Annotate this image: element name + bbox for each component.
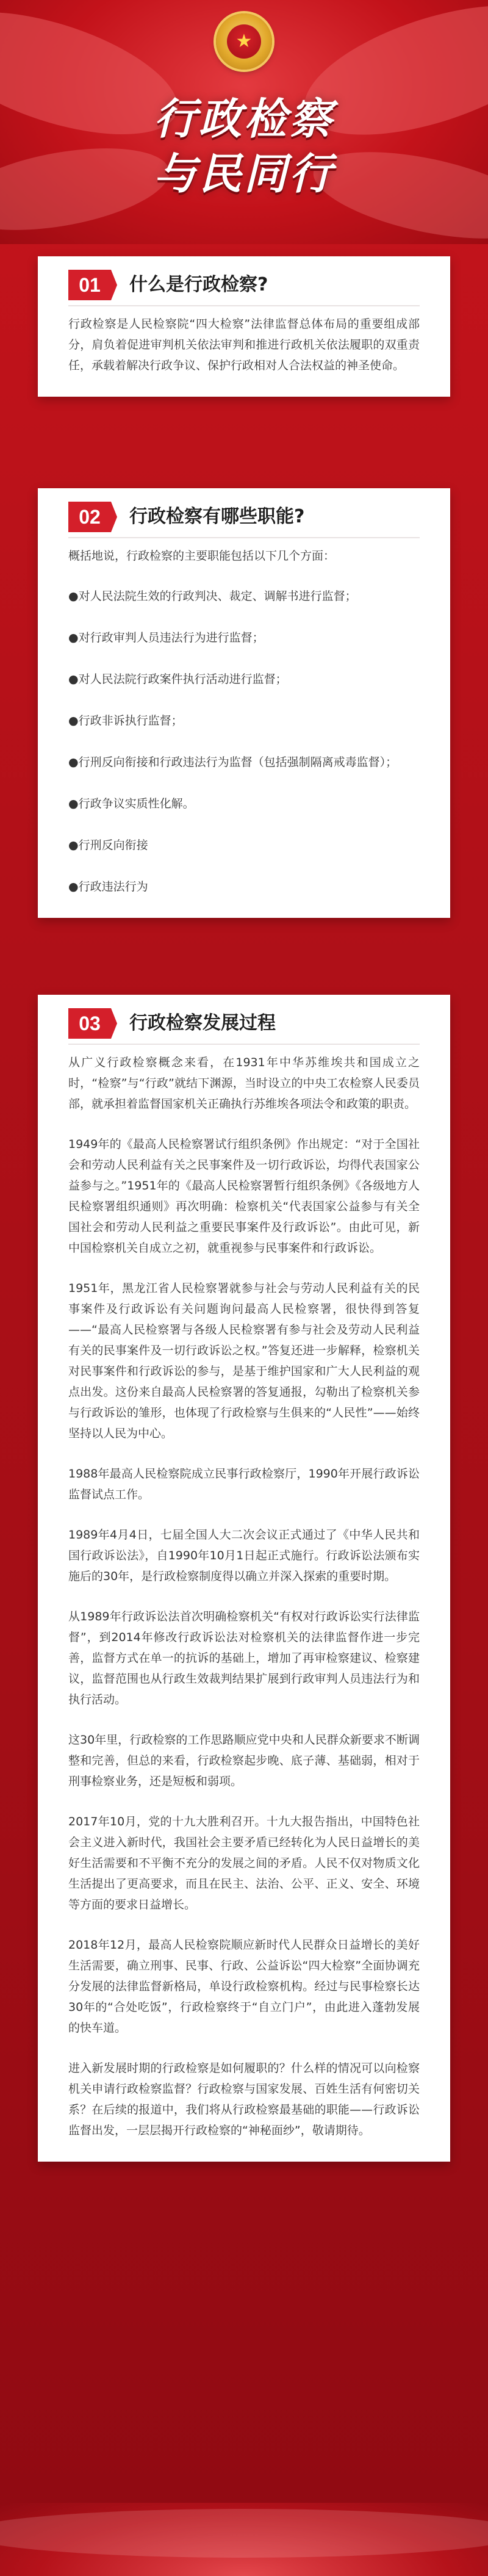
list-item: ●对人民法院行政案件执行活动进行监督；	[68, 673, 287, 686]
section-body	[38, 1046, 450, 2162]
page-title-line2: 与民同行	[154, 149, 334, 199]
section-paragraph: 1951年，黑龙江省人民检察署就参与社会与劳动人民利益有关的民事案件及行政诉讼有关问题询问最高人民检察署，很快得到答复——“最高人民检察署与各级人民检察署有参与社会及劳动人民利益有关的民事案件及一切行政诉讼之权。”答复还进一步解释，检察机关对民事案件和行政诉讼的参与，是基于维护国家和广大人民利益的观点出发。这份来自最高人民检察署的答复通报，勾勒出了检察机关参与行政诉讼的雏形，也体现了行政检察与生俱来的“人民性”——始终坚持以人民为中心。	[68, 1282, 420, 1440]
page-title-line1: 行政检察	[154, 94, 334, 144]
header-banner	[0, 0, 488, 244]
section-header	[38, 995, 450, 1046]
section-divider	[68, 537, 420, 538]
section-divider	[68, 1044, 420, 1045]
list-item: ●行刑反向衔接和行政违法行为监督（包括强制隔离戒毒监督）；	[68, 756, 398, 769]
section-title: 行政检察有哪些职能?	[129, 506, 305, 527]
section-paragraph: 1989年4月4日，七届全国人大二次会议正式通过了《中华人民共和国行政诉讼法》，自1990年10月1日起正式施行。行政诉讼法颁布实施后的30年，是行政检察制度得以确立并深入探索的重要时期。	[68, 1528, 420, 1583]
section-paragraph: 1988年最高人民检察院成立民事行政检察厅，1990年开展行政诉讼监督试点工作。	[68, 1467, 420, 1501]
section-number-badge: 02	[68, 502, 111, 532]
procuratorate-emblem-icon	[216, 13, 272, 70]
section-number-badge: 01	[68, 270, 111, 300]
section-paragraph: 这30年里，行政检察的工作思路顺应党中央和人民群众新要求不断调整和完善，但总的来看，行政检察起步晚、底子薄、基础弱，相对于刑事检察业务，还是短板和弱项。	[68, 1733, 420, 1788]
section-card-03	[38, 995, 450, 2162]
list-item: ●行政非诉执行监督；	[68, 714, 183, 727]
star-icon: ★	[227, 24, 261, 59]
section-header	[38, 488, 450, 539]
page-title	[0, 92, 488, 201]
section-number-badge: 03	[68, 1008, 111, 1039]
list-item: ●行政违法行为	[68, 880, 148, 893]
section-divider	[68, 305, 420, 306]
section-paragraph: 2018年12月，最高人民检察院顺应新时代人民群众日益增长的美好生活需要，确立刑事、民事、行政、公益诉讼“四大检察”全面协调充分发展的法律监督新格局，单设行政检察机构。经过与民事检察长达30年的“合处吃饭”，行政检察终于“自立门户”，由此进入蓬勃发展的快车道。	[68, 1938, 420, 2035]
list-item: ●行刑反向衔接	[68, 839, 148, 852]
section-card-02	[38, 488, 450, 918]
section-header	[38, 256, 450, 308]
section-paragraph: 行政检察是人民检察院“四大检察”法律监督总体布局的重要组成部分，肩负着促进审判机关依法审判和推进行政机关依法履职的双重责任，承载着解决行政争议、保护行政相对人合法权益的神圣使命。	[68, 317, 420, 372]
ribbon-decoration	[0, 2509, 488, 2558]
section-body	[38, 539, 450, 918]
section-title: 什么是行政检察?	[129, 274, 268, 295]
list-item: ●对行政审判人员违法行为进行监督；	[68, 631, 264, 644]
section-title: 行政检察发展过程	[129, 1012, 276, 1034]
list-item: ●行政争议实质性化解。	[68, 797, 195, 810]
section-body	[38, 308, 450, 397]
functions-list	[68, 586, 420, 897]
section-paragraph: 从广义行政检察概念来看，在1931年中华苏维埃共和国成立之时，“检察”与“行政”就结下渊源，当时设立的中央工农检察人民委员部，就承担着监督国家机关正确执行苏维埃各项法令和政策的职责。	[68, 1056, 420, 1111]
section-intro: 概括地说，行政检察的主要职能包括以下几个方面：	[68, 549, 336, 563]
section-paragraph: 进入新发展时期的行政检察是如何履职的？什么样的情况可以向检察机关申请行政检察监督？行政检察与国家发展、百姓生活有何密切关系？在后续的报道中，我们将从行政检察最基础的职能——行政诉讼监督出发，一层层揭开行政检察的“神秘面纱”，敬请期待。	[68, 2062, 420, 2137]
list-item: ●对人民法院生效的行政判决、裁定、调解书进行监督；	[68, 590, 357, 603]
section-card-01	[38, 256, 450, 397]
section-paragraph: 2017年10月，党的十九大胜利召开。十九大报告指出，中国特色社会主义进入新时代，我国社会主要矛盾已经转化为人民日益增长的美好生活需要和不平衡不充分的发展之间的矛盾。人民不仅对物质文化生活提出了更高要求，而且在民主、法治、公平、正义、安全、环境等方面的要求日益增长。	[68, 1815, 420, 1911]
section-paragraph: 从1989年行政诉讼法首次明确检察机关“有权对行政诉讼实行法律监督”，到2014年修改行政诉讼法对检察机关的法律监督作进一步完善，监督方式在单一的抗诉的基础上，增加了再审检察建议、检察建议，监督范围也从行政生效裁判结果扩展到行政审判人员违法行为和执行活动。	[68, 1610, 420, 1706]
footer-decoration	[0, 2503, 488, 2576]
section-paragraph: 1949年的《最高人民检察署试行组织条例》作出规定：“对于全国社会和劳动人民利益有关之民事案件及一切行政诉讼，均得代表国家公益参与之。”1951年的《最高人民检察署暂行组织条例》《各级地方人民检察署组织通则》再次明确：检察机关“代表国家公益参与有关全国社会和劳动人民利益之重要民事案件及行政诉讼”。由此可见，新中国检察机关自成立之初，就重视参与民事案件和行政诉讼。	[68, 1138, 420, 1255]
